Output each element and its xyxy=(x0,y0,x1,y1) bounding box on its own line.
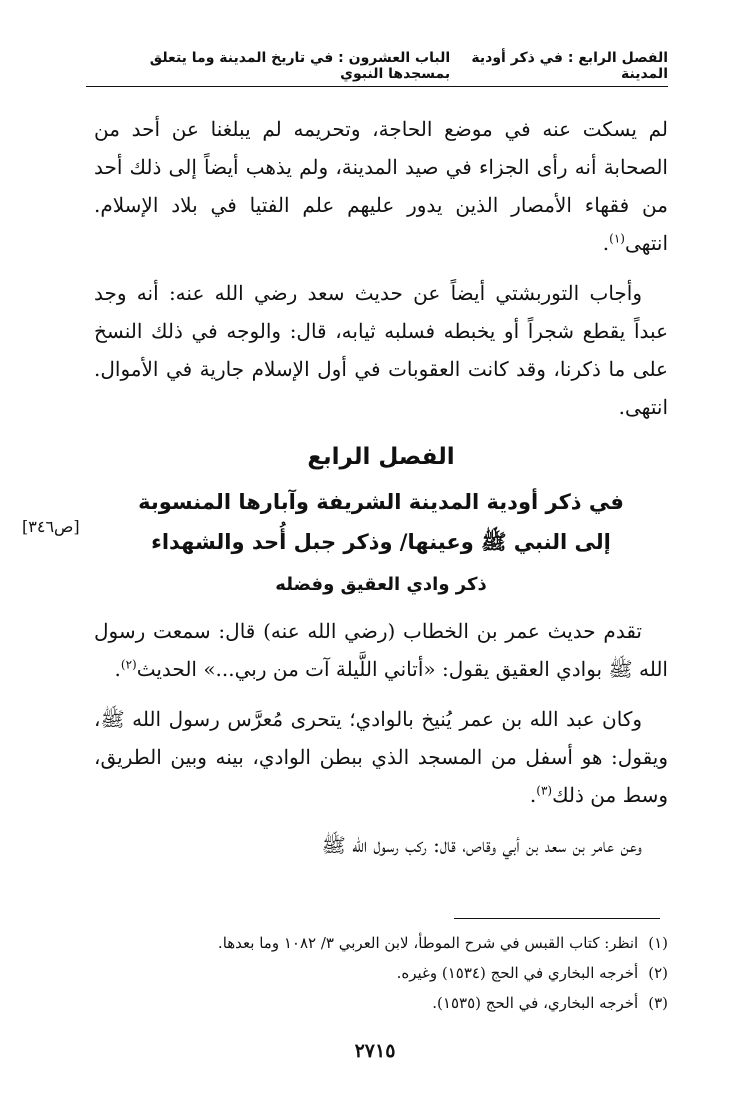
chapter-subheading-line-1: في ذكر أودية المدينة الشريفة وآبارها المنسوبة xyxy=(138,490,624,514)
footnotes xyxy=(94,928,668,1018)
page-number: ٢٧١٥ xyxy=(354,1040,396,1062)
margin-page-reference: [ص٣٤٦] xyxy=(22,517,80,536)
paragraph-5: وعن عامر بن سعد بن أبي وقاص، قال: ركب رسول الله ﷺ xyxy=(321,833,642,857)
chapter-subheading-line-2: إلى النبي ﷺ وعينها/ وذكر جبل أُحد والشهداء xyxy=(151,530,611,554)
header-chapter-title: الفصل الرابع : في ذكر أودية المدينة xyxy=(471,50,668,82)
footnote-divider xyxy=(454,918,660,919)
footnote-ref-1: (١) xyxy=(609,231,625,246)
paragraph-4: وكان عبد الله بن عمر يُنيخ بالوادي؛ يتحرى مُعرَّس رسول الله ﷺ، ويقول: هو أسفل من المسجد الذي ببطن الوادي، بينه وبين الطريق، وسط من ذلك$^{(٣)}$. xyxy=(94,707,668,807)
header-divider xyxy=(86,86,668,87)
chapter-subheading xyxy=(94,482,668,562)
footnote-ref-2: (٢) xyxy=(120,657,137,672)
section-heading: ذكر وادي العقيق وفضله xyxy=(275,574,487,595)
paragraph-1: لم يسكت عنه في موضع الحاجة، وتحريمه لم يبلغنا عن أحد من الصحابة أنه رأى الجزاء في صيد المدينة، ولم يذهب أيضاً إلى ذلك أحد من فقهاء الأمصار الذين يدور عليهم علم الفتيا في بلاد الإسلام. انتهى$^{(١)}$. xyxy=(94,117,668,255)
paragraph-3: تقدم حديث عمر بن الخطاب (رضي الله عنه) قال: سمعت رسول الله ﷺ بوادي العقيق يقول: «أتاني اللَّيلة آت من ربي...» الحديث$^{(٢)}$. xyxy=(94,619,668,681)
header-part-title: الباب العشرون : في تاريخ المدينة وما يتعلق بمسجدها النبوي xyxy=(149,50,451,82)
running-header xyxy=(86,52,668,82)
paragraph-2: وأجاب التوربشتي أيضاً عن حديث سعد رضي الله عنه: أنه وجد عبداً يقطع شجراً أو يخبطه فسلبه ثيابه، قال: والوجه في ذلك النسخ على ما ذكرنا، وقد كانت العقوبات في أول الإسلام جارية في الأموال. انتهى. xyxy=(94,281,668,419)
footnote-ref-3: (٣) xyxy=(536,783,553,798)
main-text xyxy=(94,110,668,876)
chapter-heading: الفصل الرابع xyxy=(307,444,455,470)
footnote-3: (٣)أخرجه البخاري، في الحج (١٥٣٥). xyxy=(432,994,668,1012)
footnote-1: (١)انظر: كتاب القبس في شرح الموطأ، لابن العربي ٣/ ١٠٨٢ وما بعدها. xyxy=(217,934,668,952)
footnote-2: (٢)أخرجه البخاري في الحج (١٥٣٤) وغيره. xyxy=(396,964,668,982)
